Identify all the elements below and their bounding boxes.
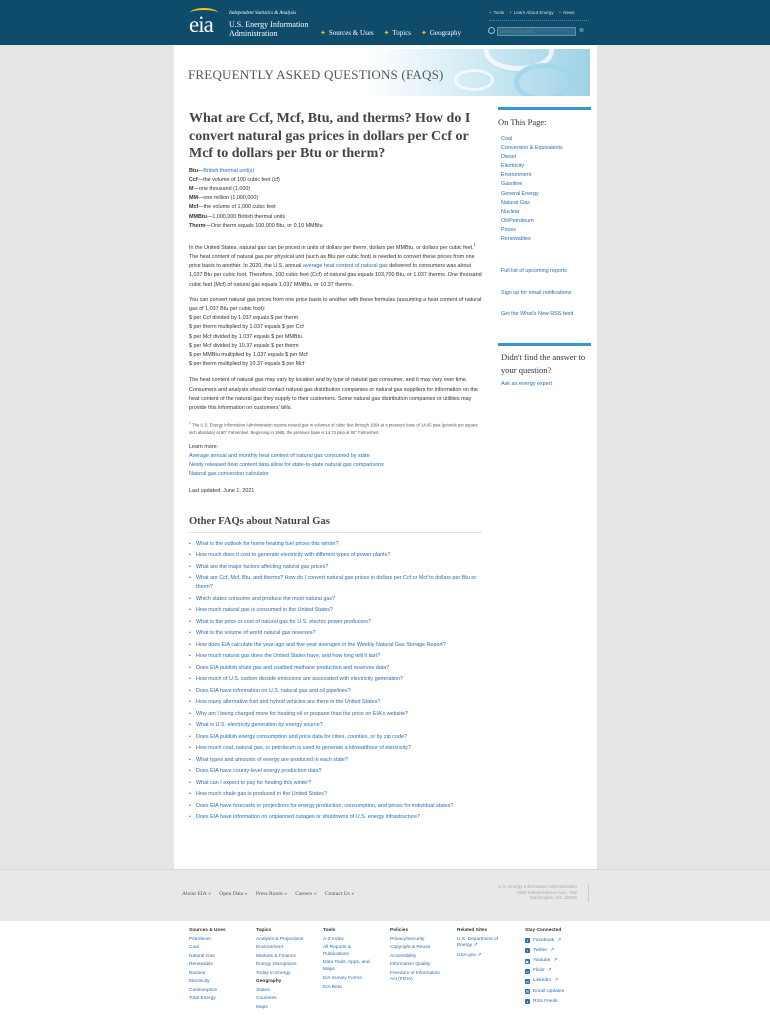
footnote-number: 1 <box>189 421 191 426</box>
footer-link[interactable]: EIA Beta <box>323 984 342 990</box>
footer-link[interactable]: Energy Disruptions <box>256 962 297 967</box>
def-term: M <box>189 185 194 192</box>
faq-link[interactable]: • Why am I being charged more for heating oil or propane than the price on EIA's website? <box>189 710 482 719</box>
topic-link-electricity[interactable]: Electricity <box>501 163 525 170</box>
formula-line: $ per therm multiplied by 10.37 equals $ per Mcf <box>189 361 305 368</box>
footer-link-label: Careers <box>295 891 313 897</box>
utility-nav <box>489 10 574 15</box>
footer-link-label: USA.gov <box>457 952 476 958</box>
footnote <box>189 420 482 435</box>
topic-link-environment[interactable]: Environment <box>501 172 532 179</box>
org-name-line-1: U.S. Energy Information <box>229 20 309 29</box>
plus-icon: + <box>558 10 562 15</box>
external-link-icon: ↗ <box>547 968 552 974</box>
formulas-intro: You can convert natural gas prices from one price basis to another with these formulas (assuming a heat content of natural gas of 1,037 Btu per cubic foot): <box>189 296 482 312</box>
formula-line: $ per Mcf divided by 1.037 equals $ per MMBtu <box>189 333 302 340</box>
topic-link-natural-gas[interactable]: Natural Gas <box>501 199 530 206</box>
ask-expert-box <box>498 343 591 387</box>
rss-feed-link[interactable]: Get the What's New RSS feed <box>501 311 574 317</box>
didnt-find-answer-title: Didn't find the answer to your question? <box>501 352 586 375</box>
def-text: 1,000,000 British thermal units <box>212 213 286 220</box>
footer-col-heading: Related Sites <box>457 928 488 933</box>
footer-link-open-data[interactable] <box>219 891 248 897</box>
footer-link[interactable]: Markets & Finance <box>256 953 296 959</box>
def-term: MM <box>189 195 198 202</box>
page-title: FREQUENTLY ASKED QUESTIONS (FAQS) <box>188 67 444 82</box>
nav-label: Topics <box>392 29 412 37</box>
external-link-icon: ↗ <box>477 952 482 958</box>
faq-link[interactable]: • How much shale gas is produced in the United States? <box>189 790 482 799</box>
faq-link[interactable]: • What can I expect to pay for heating this winter? <box>189 779 482 788</box>
def-term: Therm <box>189 222 206 229</box>
learn-more-link[interactable]: Newly released heat content data allow for state-to-state natural gas comparisons <box>189 461 384 468</box>
arrow-right-icon: ▸ <box>284 892 288 897</box>
sidebar-rule <box>498 107 591 110</box>
topic-link-diesel[interactable]: Diesel <box>501 154 516 161</box>
sidebar <box>498 107 591 387</box>
definitions-list <box>189 167 482 231</box>
footer-link-usa-gov[interactable] <box>457 952 509 961</box>
question-title: What are Ccf, Mcf, Btu, and therms? How do I convert natural gas prices in dollars per Ccf or Mcf to dollars per Btu or therm? <box>189 111 471 161</box>
swirl-decoration <box>514 63 574 96</box>
eia-address <box>480 884 577 901</box>
answer-paragraph-2 <box>189 296 482 370</box>
star-icon: ✦ <box>383 29 390 37</box>
faq-link[interactable]: • What is the outlook for home heating fuel prices this winter? <box>189 540 482 549</box>
footer-link[interactable]: Maps <box>256 1004 268 1010</box>
definition-mmbtu <box>189 213 482 222</box>
social-label: Youtube <box>533 957 551 963</box>
footer-link[interactable]: Information Quality <box>390 962 431 967</box>
rss-icon: ◗ <box>526 999 529 1005</box>
eia-logo[interactable]: eia <box>189 12 213 37</box>
social-label: RSS Feeds <box>533 998 558 1004</box>
twitter-link[interactable] <box>525 946 564 956</box>
topic-link-renewables[interactable]: Renewables <box>501 236 531 243</box>
youtube-link[interactable] <box>525 956 564 966</box>
faq-link[interactable]: • How much natural gas is consumed in the United States? <box>189 606 482 615</box>
footer-link-label: Press Room <box>255 891 283 897</box>
facebook-link[interactable] <box>525 936 564 946</box>
youtube-icon: ▶ <box>525 958 530 964</box>
site-header <box>0 0 770 45</box>
footer-col-sources <box>189 927 226 1004</box>
topic-link-oil-petroleum[interactable]: Oil/Petroleum <box>501 217 534 224</box>
arrow-right-icon: ▸ <box>245 892 248 897</box>
faq-link[interactable]: • What is the price or cost of natural gas for U.S. electric power producers? <box>189 618 482 627</box>
footer-col-heading: Sources & Uses <box>189 928 226 933</box>
footnote-text: The U.S. Energy Information Administration reports natural gas in volumes of cubic feet through 1964 at a pressure base of 14.65 psia (pounds per square inch absolute) at 60° Fahrenheit. Beginning in 1965, the pressure base is 14.73 psia at 60° Fahrenheit. <box>189 422 478 435</box>
def-text: the volume of 1,000 cubic feet <box>203 204 276 211</box>
footer-col-heading: Topics <box>256 928 272 933</box>
external-link-icon: ↗ <box>557 937 562 943</box>
footer-link-label: Open Data <box>219 891 244 897</box>
util-learn-about-energy[interactable] <box>509 10 553 15</box>
topic-link-nuclear[interactable]: Nuclear <box>501 208 520 215</box>
on-this-page-title: On This Page: <box>498 117 547 127</box>
faq-link[interactable]: • What are Ccf, Mcf, Btu, and therms? How do I convert natural gas prices in dollars per Ccf or Mcf to dollars per Btu or therm? <box>189 574 482 592</box>
swirl-decoration <box>454 69 494 91</box>
def-sep: — <box>198 204 204 211</box>
footer-link[interactable]: Accessibility <box>390 953 417 959</box>
footer-col-topics <box>256 927 303 1012</box>
faq-link[interactable]: • How much coal, natural gas, or petroleum is used to generate a kilowatthour of electricity? <box>189 744 482 753</box>
faq-link[interactable]: • Which states consume and produce the most natural gas? <box>189 595 482 604</box>
faq-link[interactable]: • Does EIA publish shale gas and coalbed methane production and reserves data? <box>189 664 482 673</box>
footer-subheading-geography[interactable]: Geography <box>256 979 282 984</box>
learn-more-link[interactable]: Average annual and monthly heat content of natural gas consumed by state <box>189 452 370 459</box>
formula-line: $ per Ccf divided by 1.037 equals $ per therm <box>189 315 299 322</box>
learn-more <box>189 443 482 480</box>
learn-more-link[interactable]: Natural gas conversion calculator <box>189 471 269 478</box>
faq-link[interactable]: • Does EIA have information on U.S. natural gas and oil pipelines? <box>189 687 482 696</box>
learn-more-label: Learn more: <box>189 443 219 450</box>
heat-content-link[interactable]: average heat content of natural gas <box>302 263 388 270</box>
footer-link[interactable]: Freedom of Information Act (FOIA) <box>390 970 440 982</box>
footer-link[interactable]: Countries <box>256 996 277 1001</box>
definition-mcf <box>189 203 482 212</box>
footer-link[interactable]: Consumption <box>189 987 218 993</box>
util-label: Tools <box>493 10 505 15</box>
faq-link[interactable]: • How much natural gas does the United States have, and how long will it last? <box>189 652 482 661</box>
flickr-icon: •• <box>526 968 529 974</box>
footer-link[interactable]: Data Tools, Apps, and Maps <box>323 960 370 972</box>
plus-icon: + <box>509 10 512 15</box>
footer-link[interactable]: Electricity <box>189 979 210 984</box>
search-icon <box>488 27 495 34</box>
def-sep: — <box>193 185 199 192</box>
footer-nav <box>182 891 354 897</box>
external-link-icon: ↗ <box>473 943 478 948</box>
faq-link[interactable]: • What is U.S. electricity generation by energy source? <box>189 721 482 730</box>
def-term: MMBtu <box>189 213 207 220</box>
linkedin-link[interactable] <box>525 976 564 986</box>
formula-line: $ per MMBtu multiplied by 1.037 equals $ per Mcf <box>189 351 308 358</box>
social-label: LinkedIn <box>533 978 552 984</box>
def-text: one thousand (1,000) <box>198 185 251 192</box>
linkedin-icon: in <box>525 978 530 984</box>
nav-label: Geography <box>429 29 462 37</box>
def-sep: — <box>205 222 211 229</box>
footer-link[interactable]: Natural Gas <box>189 953 215 959</box>
last-updated: Last updated: June 1, 2021 <box>189 488 255 495</box>
footer-col-tools <box>323 927 375 992</box>
topic-link-prices[interactable]: Prices <box>501 226 516 233</box>
para-text: The heat content of natural gas per physical unit (such as Btu per cubic foot) is needed to convert these prices from one price basis to another. In 2020, the U.S. annual <box>189 253 475 270</box>
email-icon: ✉ <box>525 989 530 995</box>
footer-sitemap <box>0 921 770 1024</box>
arrow-right-icon: ▸ <box>208 892 212 897</box>
social-label: Twitter <box>533 947 548 953</box>
footer-link-label: Contact Us <box>324 891 350 897</box>
footer-link[interactable]: States <box>256 987 270 993</box>
nav-geography[interactable] <box>421 29 461 37</box>
email-updates-link[interactable] <box>525 987 564 997</box>
footer-link[interactable]: Total Energy <box>189 996 216 1001</box>
answer-paragraph-3: The heat content of natural gas may vary by location and by type of natural gas consumer, and it may vary over time. Consumers and analysts should contact natural gas distribution companies or natural gas suppliers for information on the heat content of the natural gas they supply to their customers. Some natural gas distribution companies or utilities may provide this information on customers' bills. <box>189 377 478 411</box>
def-sep: — <box>197 167 204 174</box>
main-nav <box>320 29 461 37</box>
formula-line: $ per Mcf divided by 10.37 equals $ per therm <box>189 342 299 349</box>
footer-col-heading: Stay Connected <box>525 928 562 933</box>
footnote-ref[interactable]: 1 <box>473 241 476 247</box>
footer-divider <box>588 884 589 902</box>
footer-col-policies <box>390 927 445 984</box>
footer-link-careers[interactable] <box>295 891 317 897</box>
definition-mm <box>189 194 482 203</box>
footer-link-label: U.S. Department of Energy <box>457 936 499 948</box>
faq-link[interactable]: • Does EIA have forecasts or projections for energy production, consumption, and prices for individual states? <box>189 802 482 811</box>
footer-link[interactable]: Analysis & Projections <box>256 936 304 942</box>
star-icon: ✦ <box>320 29 326 37</box>
footer-link[interactable]: Privacy/Security <box>390 936 425 942</box>
footer-col-related <box>457 927 509 960</box>
footer-link[interactable]: EIA Survey Forms <box>323 976 362 981</box>
social-label: Facebook <box>533 937 555 943</box>
faq-banner <box>184 49 590 96</box>
topic-link-gasoline[interactable]: Gasoline <box>501 181 523 188</box>
other-faqs-title: Other FAQs about Natural Gas <box>189 516 482 533</box>
def-term: Btu <box>189 167 198 174</box>
footer-link[interactable]: Petroleum <box>189 936 211 942</box>
upcoming-reports-link[interactable]: Full list of upcoming reports <box>501 268 567 274</box>
def-text: one million (1,000,000) <box>203 195 259 202</box>
faq-link[interactable]: • Does EIA have information on unplanned outages or shutdowns of U.S. energy infrastructure? <box>189 813 482 822</box>
faq-link[interactable]: • What are the major factors affecting natural gas prices? <box>189 563 482 572</box>
footer-link[interactable]: A-Z Index <box>323 936 344 942</box>
address-line: U.S. Energy Information Administration <box>497 884 577 889</box>
sidebar-rule <box>498 343 591 346</box>
util-label: News <box>563 10 575 15</box>
topic-link-conversion[interactable]: Conversion & Equivalents <box>501 145 563 152</box>
address-line: 1000 Independence Ave., SW <box>516 889 577 895</box>
nav-sources-uses[interactable] <box>320 29 374 37</box>
util-tools[interactable] <box>489 10 504 15</box>
topic-link-coal[interactable]: Coal <box>501 136 513 142</box>
external-link-icon: ↗ <box>553 957 558 963</box>
footer-link[interactable]: Renewable <box>189 962 214 967</box>
footer-col-social <box>525 927 564 1007</box>
faq-link[interactable]: • How much does it cost to generate electricity with different types of power plants? <box>189 551 482 560</box>
search-submit-icon[interactable]: ⊗ <box>579 28 585 34</box>
faq-link[interactable]: • How does EIA calculate the year-ago and five-year averages in the Weekly Natural Gas Storage Report? <box>189 641 482 650</box>
footer-link-about[interactable] <box>182 891 211 897</box>
search-input[interactable] <box>497 27 576 36</box>
def-term: Mcf <box>189 204 199 211</box>
main-content <box>189 110 482 825</box>
arrow-right-icon: ▸ <box>351 892 355 897</box>
footer-link[interactable]: Nuclear <box>189 970 206 976</box>
footer-col-heading: Policies <box>390 928 409 933</box>
def-text: One therm equals 100,000 Btu, or 0.10 MMBtu <box>210 222 323 229</box>
faq-link[interactable]: • Does EIA publish energy consumption and price data for cities, counties, or by zip code? <box>189 733 482 742</box>
btu-link[interactable]: British thermal unit(s) <box>203 167 255 174</box>
footer-link-contact[interactable] <box>325 891 355 897</box>
answer-paragraph-1 <box>189 240 482 290</box>
def-text: the volume of 100 cubic feet (cf) <box>203 176 280 183</box>
def-sep: — <box>197 195 204 202</box>
email-signup-link[interactable]: Sign up for email notifications <box>501 290 572 296</box>
org-name-line-2: Administration <box>229 29 278 38</box>
facebook-icon: f <box>526 938 529 944</box>
footer-band <box>0 869 770 921</box>
faq-link[interactable]: • Does EIA have county-level energy production data? <box>189 767 482 776</box>
logo-tagline: Independent Statistics & Analysis <box>229 11 297 16</box>
faq-link[interactable]: • What types and amounts of energy are produced in each state? <box>189 756 482 765</box>
footer-link-label: About EIA <box>182 891 207 897</box>
address-line: Washington, DC 20585 <box>529 895 577 901</box>
external-link-icon: ↗ <box>554 978 559 984</box>
plus-icon: + <box>489 10 492 15</box>
header-divider <box>489 20 589 21</box>
footer-link-doe[interactable] <box>457 937 509 950</box>
topic-links <box>498 135 591 244</box>
org-name[interactable] <box>229 20 308 38</box>
def-sep: — <box>206 213 213 220</box>
nav-label: Sources & Uses <box>328 29 374 37</box>
definition-btu <box>189 167 482 176</box>
formula-line: $ per therm multiplied by 1.037 equals $ per Ccf <box>189 324 304 331</box>
nav-topics[interactable] <box>384 29 411 37</box>
para-text: In the United States, natural gas can be priced in units of dollars per therm, dollars per MMBtu, or dollars per cubic feet. <box>189 244 474 251</box>
topic-link-general-energy[interactable]: General Energy <box>501 190 539 197</box>
social-label: Email Updates <box>533 988 565 994</box>
external-link-icon: ↗ <box>550 947 555 953</box>
arrow-right-icon: ▸ <box>314 892 317 897</box>
util-news[interactable] <box>559 10 575 15</box>
rss-feeds-link[interactable] <box>525 997 564 1007</box>
twitter-icon: t <box>526 948 529 954</box>
footer-link[interactable]: Environment <box>256 945 283 950</box>
ask-expert-link[interactable]: Ask an energy expert <box>501 381 552 387</box>
footer-link[interactable]: Copyright & Reuse <box>390 945 431 950</box>
star-icon: ✦ <box>421 29 427 37</box>
definition-therm <box>189 222 482 231</box>
other-faqs-list <box>189 540 482 823</box>
def-sep: — <box>197 176 204 183</box>
para-text: delivered to consumers was about 1,037 Btu per cubic foot. Therefore, 100 cubic feet (Ccf) of natural gas equals 103,700 Btu, or 1.037 therms. One thousand cubic feet (Mcf) of natural gas equals 1.037 MMBtu, or 10.37 therms. <box>189 263 482 288</box>
faq-link[interactable]: • What is the volume of world natural gas reserves? <box>189 629 482 638</box>
footer-link[interactable]: All Reports & Publications <box>323 945 351 957</box>
faq-link[interactable]: • How much of U.S. carbon dioxide emissions are associated with electricity generation? <box>189 675 482 684</box>
faq-link[interactable]: • How many alternative fuel and hybrid vehicles are there in the United States? <box>189 698 482 707</box>
definition-ccf <box>189 176 482 185</box>
definition-m <box>189 185 482 194</box>
footer-col-heading: Tools <box>323 928 336 933</box>
footer-link[interactable]: Today in Energy <box>256 970 291 976</box>
flickr-link[interactable] <box>525 966 564 976</box>
util-label: Learn About Energy <box>513 10 554 15</box>
def-term: Ccf <box>189 176 198 183</box>
footer-link-press-room[interactable] <box>256 891 287 897</box>
social-label: Flickr <box>533 968 545 974</box>
footer-link[interactable]: Coal <box>189 945 199 950</box>
